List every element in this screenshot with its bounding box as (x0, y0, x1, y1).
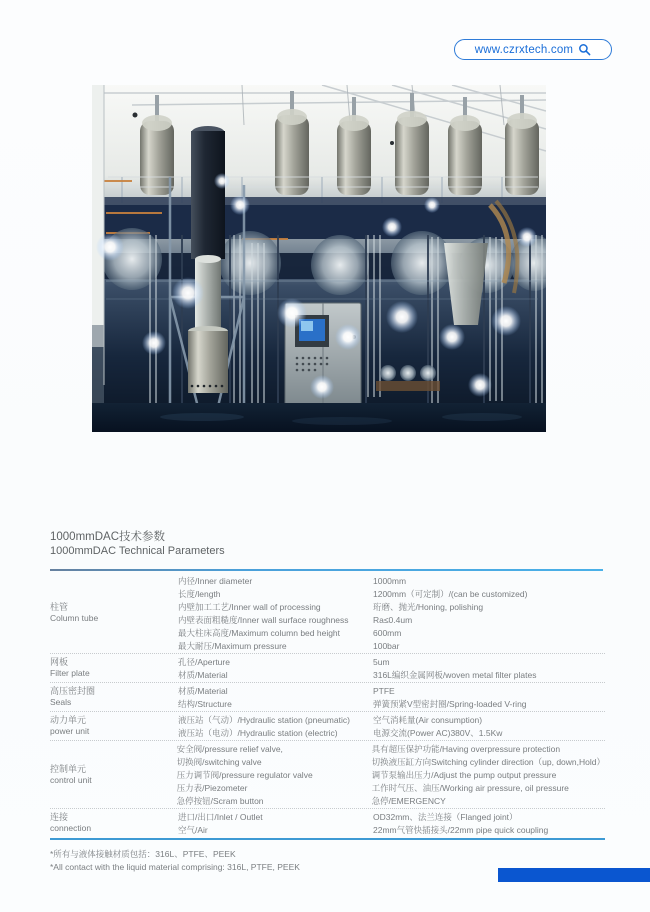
table-row (177, 768, 605, 781)
value-cell: 弹簧预紧V型密封圈/Spring-loaded V-ring (373, 698, 527, 709)
section-label (50, 655, 178, 681)
param-cell: 急停按钮/Scram button (176, 795, 264, 806)
parameters-table (50, 573, 605, 837)
table-row (178, 574, 605, 587)
table-section (50, 682, 605, 711)
param-cell: 结构/Structure (178, 698, 232, 709)
section-rows (178, 655, 605, 681)
param-cell: 内壁加工工艺/Inner wall of processing (178, 601, 321, 612)
section-label-zh: 高压密封圈 (50, 686, 96, 696)
section-label (50, 810, 178, 836)
section-rows (178, 810, 605, 836)
section-label-zh: 动力单元 (50, 715, 87, 725)
table-bottom-rule (50, 838, 605, 840)
param-cell: 进口/出口/Inlet / Outlet (178, 811, 263, 822)
table-section (50, 573, 605, 653)
table-row (178, 668, 605, 681)
section-label (50, 574, 178, 652)
page-title-en: 1000mmDAC Technical Parameters (50, 545, 225, 557)
table-row (178, 655, 605, 668)
table-section (50, 808, 605, 837)
table-row (177, 794, 605, 807)
table-row (178, 726, 605, 739)
table-row (178, 823, 605, 836)
section-label-zh: 控制单元 (50, 763, 87, 774)
value-cell: 急停/EMERGENCY (371, 795, 446, 806)
value-cell: 100bar (373, 640, 400, 651)
table-section (50, 711, 605, 740)
value-cell: 1000mm (373, 575, 407, 586)
table-row (178, 613, 605, 626)
table-row (178, 810, 605, 823)
value-cell: 具有超压保护功能/Having overpressure protection (371, 743, 561, 754)
section-label-en: control unit (50, 774, 92, 785)
equipment-photo (92, 85, 546, 432)
param-cell: 液压站（电动）/Hydraulic station (electric) (178, 727, 338, 738)
section-label (50, 684, 178, 710)
param-cell: 压力调节阀/pressure regulator valve (176, 769, 313, 780)
equipment-photo-illustration (92, 85, 546, 432)
table-row (178, 600, 605, 613)
section-label-en: Seals (50, 697, 72, 707)
footnotes (50, 848, 300, 873)
section-label-zh: 连接 (50, 812, 69, 822)
section-rows (177, 742, 605, 807)
section-label-en: power unit (50, 726, 90, 736)
footnote-en: *All contact with the liquid material comprising: 316L, PTFE, PEEK (50, 861, 300, 872)
param-cell: 孔径/Aperture (178, 656, 230, 667)
section-label-en: connection (50, 823, 92, 833)
param-cell: 内径/Inner diameter (178, 575, 253, 586)
value-cell: 电源交流(Power AC)380V、1.5Kw (373, 727, 503, 738)
section-label (50, 742, 177, 807)
value-cell: OD32mm、法兰连接（Flanged joint） (373, 811, 518, 822)
param-cell: 安全阀/pressure relief valve, (176, 743, 283, 754)
param-cell: 切换阀/switching valve (176, 756, 262, 767)
footnote-zh: *所有与液体接触材质包括：316L、PTFE、PEEK (50, 849, 236, 859)
search-icon (578, 43, 591, 56)
table-section (50, 653, 605, 682)
section-rows (178, 713, 605, 739)
section-label-zh: 柱管 (50, 602, 69, 612)
param-cell: 最大柱床高度/Maximum column bed height (178, 627, 341, 638)
table-row (178, 639, 605, 652)
param-cell: 材质/Material (178, 669, 228, 680)
param-cell: 材质/Material (178, 685, 228, 696)
value-cell: 600mm (373, 627, 402, 638)
table-row (178, 684, 605, 697)
section-label-en: Column tube (50, 613, 99, 623)
section-rows (178, 684, 605, 710)
website-link[interactable] (454, 39, 612, 60)
value-cell: 珩磨、抛光/Honing, polishing (373, 601, 484, 612)
value-cell: 空气消耗量(Air consumption) (373, 714, 483, 725)
table-row (178, 713, 605, 726)
title-underline (50, 569, 603, 571)
value-cell: 调节泵输出压力/Adjust the pump output pressure (371, 769, 557, 780)
param-cell: 内壁表面粗糙度/Inner wall surface roughness (178, 614, 349, 625)
section-title (50, 530, 225, 558)
table-row (178, 587, 605, 600)
value-cell: 22mm气管快插接头/22mm pipe quick coupling (373, 824, 549, 835)
section-rows (178, 574, 605, 652)
table-row (178, 626, 605, 639)
value-cell: PTFE (373, 685, 395, 696)
table-row (177, 755, 605, 768)
param-cell: 空气/Air (178, 824, 208, 835)
value-cell: 切换液压缸方向Switching cylinder direction（up, down,Hold） (371, 756, 605, 767)
param-cell: 压力表/Piezometer (176, 782, 248, 793)
value-cell: Ra≤0.4um (373, 614, 413, 625)
param-cell: 液压站（气动）/Hydraulic station (pneumatic) (178, 714, 350, 725)
param-cell: 最大耐压/Maximum pressure (178, 640, 287, 651)
section-label-en: Filter plate (50, 668, 90, 678)
table-row (177, 781, 605, 794)
pump-vessels (376, 365, 440, 391)
website-url-text: www.czrxtech.com (474, 43, 574, 56)
section-label (50, 713, 178, 739)
table-section (50, 740, 605, 808)
param-cell: 长度/length (178, 588, 221, 599)
footer-accent-bar (498, 868, 650, 882)
value-cell: 5um (373, 656, 390, 667)
table-row (177, 742, 605, 755)
page-title-zh: 1000mmDAC技术参数 (50, 531, 166, 543)
table-row (178, 697, 605, 710)
value-cell: 工作时气压、油压/Working air pressure, oil pressure (371, 782, 569, 793)
value-cell: 1200mm（可定制）/(can be customized) (373, 588, 528, 599)
value-cell: 316L编织金属网板/woven metal filter plates (373, 669, 537, 680)
section-label-zh: 网板 (50, 657, 69, 667)
